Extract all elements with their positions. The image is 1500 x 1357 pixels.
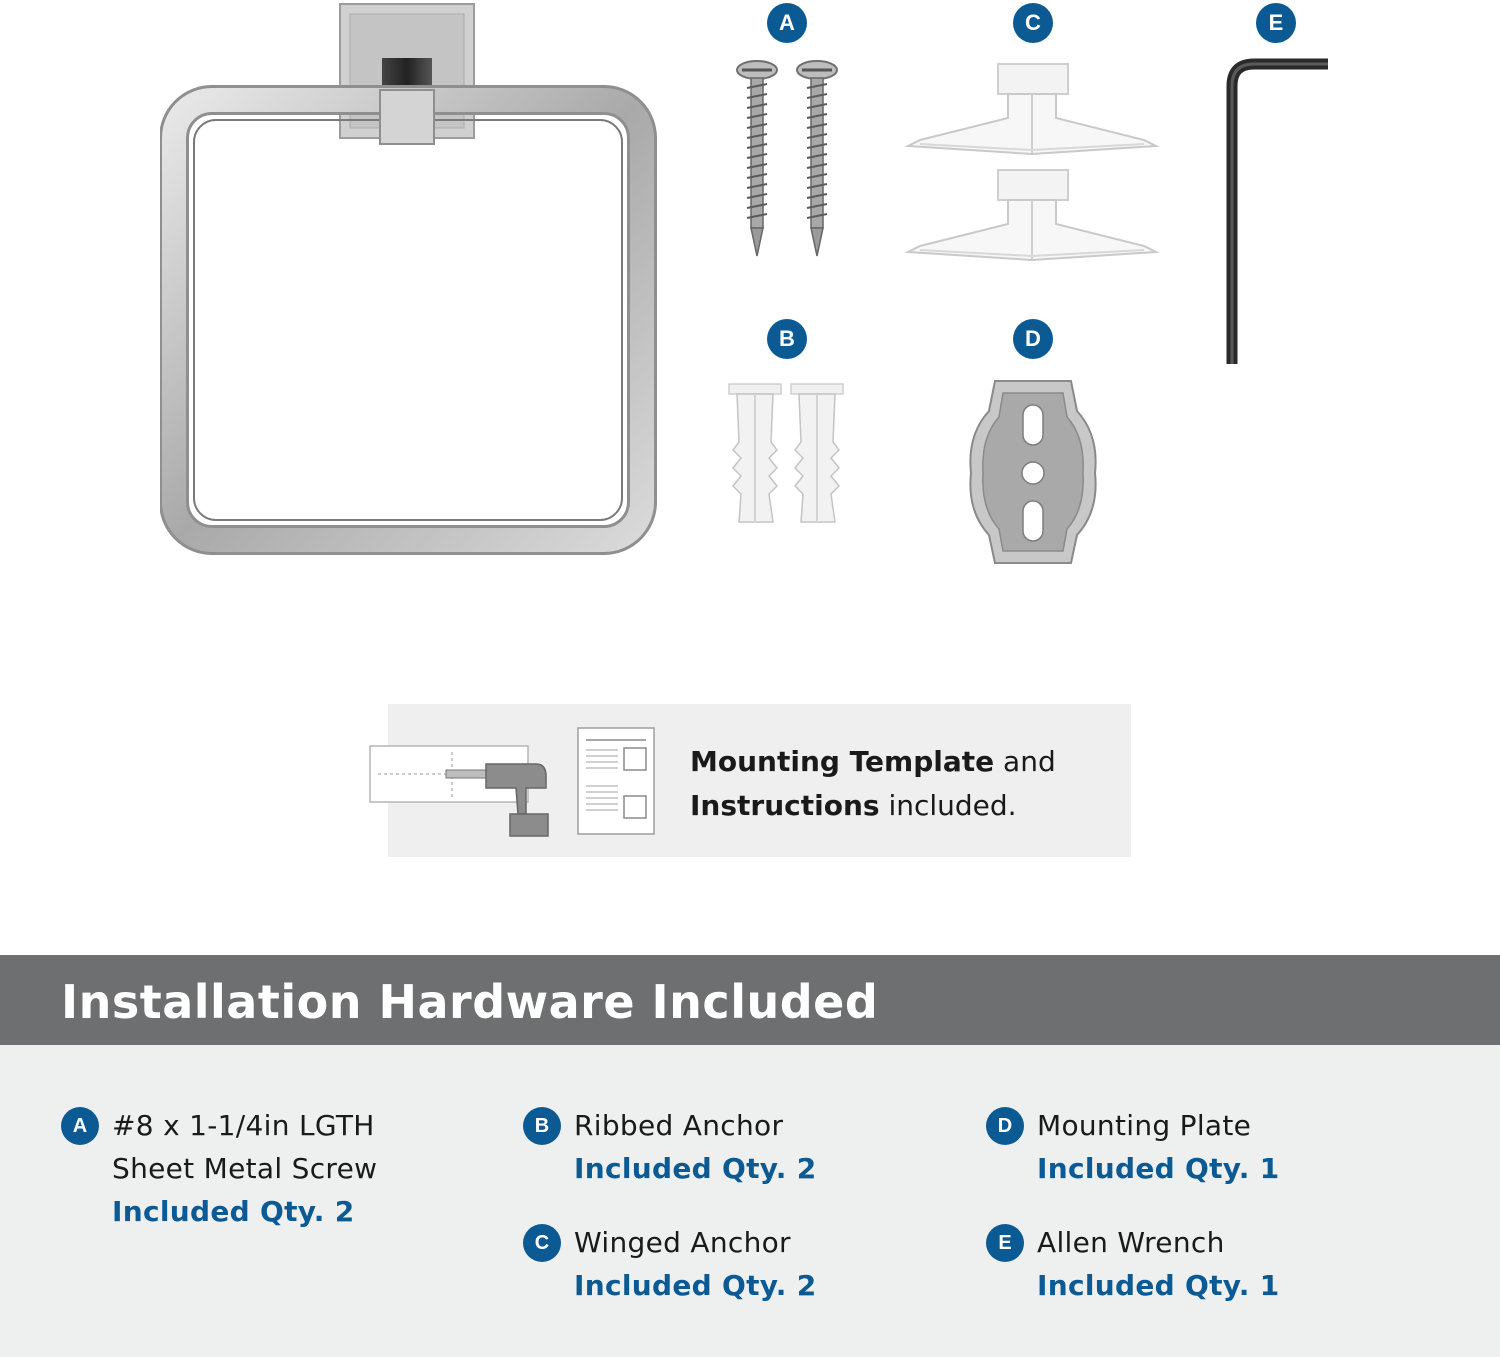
template-note-text-1: and bbox=[994, 745, 1056, 778]
mounting-plate-icon bbox=[963, 375, 1103, 570]
towel-ring-icon bbox=[160, 0, 660, 560]
hardware-list bbox=[0, 1045, 1500, 1357]
drill-icon bbox=[368, 744, 553, 839]
hardware-item-name-line1: #8 x 1-1/4in LGTH bbox=[112, 1109, 375, 1142]
template-note-text-2: included. bbox=[879, 789, 1017, 822]
template-note-bold-1: Mounting Template bbox=[690, 745, 995, 778]
hardware-title: Installation Hardware Included bbox=[61, 975, 879, 1029]
hardware-item-qty: Included Qty. 2 bbox=[112, 1195, 355, 1228]
hardware-item-c bbox=[574, 1221, 817, 1307]
hardware-item-name-line1: Winged Anchor bbox=[574, 1226, 791, 1259]
hardware-item-name-line1: Ribbed Anchor bbox=[574, 1109, 784, 1142]
instructions-sheet-icon bbox=[576, 726, 656, 836]
hardware-item-qty: Included Qty. 1 bbox=[1037, 1269, 1280, 1302]
hardware-badge-a: A bbox=[61, 1107, 99, 1145]
hardware-badge-e: E bbox=[986, 1224, 1024, 1262]
hardware-item-a bbox=[112, 1104, 377, 1233]
hardware-item-name-line1: Mounting Plate bbox=[1037, 1109, 1252, 1142]
mounting-template-banner bbox=[388, 704, 1131, 857]
hardware-item-e bbox=[1037, 1221, 1280, 1307]
screw-icon bbox=[730, 58, 845, 263]
hardware-item-name-line1: Allen Wrench bbox=[1037, 1226, 1225, 1259]
part-label-c: C bbox=[1013, 3, 1053, 43]
ribbed-anchor-icon bbox=[725, 380, 850, 530]
allen-wrench-icon bbox=[1220, 58, 1335, 370]
part-label-a: A bbox=[767, 3, 807, 43]
winged-anchor-icon bbox=[900, 58, 1165, 268]
hardware-item-qty: Included Qty. 2 bbox=[574, 1152, 817, 1185]
hardware-item-b bbox=[574, 1104, 817, 1190]
hardware-item-qty: Included Qty. 2 bbox=[574, 1269, 817, 1302]
hardware-item-qty: Included Qty. 1 bbox=[1037, 1152, 1280, 1185]
hardware-badge-d: D bbox=[986, 1107, 1024, 1145]
part-label-b: B bbox=[767, 319, 807, 359]
hardware-item-name-line2: Sheet Metal Screw bbox=[112, 1152, 378, 1185]
part-label-d: D bbox=[1013, 319, 1053, 359]
hardware-header bbox=[0, 955, 1500, 1045]
part-label-e: E bbox=[1256, 3, 1296, 43]
template-note bbox=[690, 740, 1110, 828]
template-note-bold-2: Instructions bbox=[690, 789, 880, 822]
hardware-badge-b: B bbox=[523, 1107, 561, 1145]
hardware-item-d bbox=[1037, 1104, 1280, 1190]
hardware-badge-c: C bbox=[523, 1224, 561, 1262]
